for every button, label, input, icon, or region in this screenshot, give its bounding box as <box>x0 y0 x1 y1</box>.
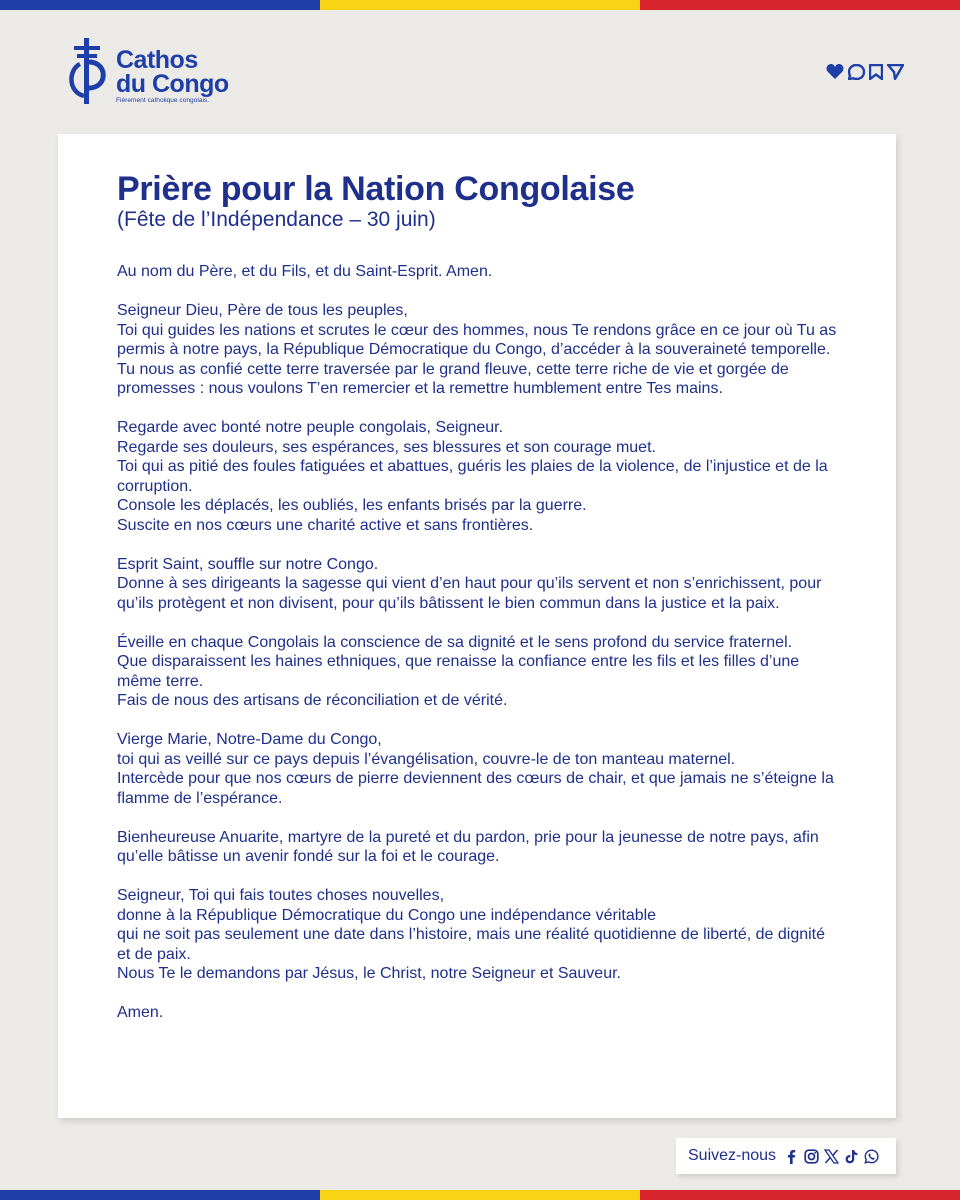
flag-bar-top <box>0 0 960 10</box>
follow-us-box <box>676 1138 896 1174</box>
flag-stripe-yellow <box>320 1190 640 1200</box>
brand-tagline: Fièrement catholique congolais. <box>116 97 210 104</box>
brand-name-line2: du Congo <box>116 70 229 98</box>
brand-logo[interactable] <box>64 38 244 108</box>
tiktok-icon[interactable] <box>844 1149 859 1164</box>
brand-wordmark <box>116 48 229 104</box>
x-icon[interactable] <box>824 1149 839 1164</box>
heart-icon[interactable] <box>826 64 844 80</box>
page-title: Prière pour la Nation Congolaise <box>117 170 635 208</box>
prayer-body <box>117 262 842 1042</box>
prayer-paragraph: Seigneur, Toi qui fais toutes choses nouvelles, donne à la République Démocratique du Congo une indépendance véritable qui ne soit pas seulement une date dans l’histoire, mais une réalité quotidienne de liberté, de dignité et de paix. Nous Te le demandons par Jésus, le Christ, notre Seigneur et Sauveur. <box>117 887 826 982</box>
send-icon[interactable] <box>887 64 904 80</box>
social-links <box>784 1149 879 1164</box>
prayer-paragraph: Seigneur Dieu, Père de tous les peuples, Toi qui guides les nations et scrutes le cœur des hommes, nous Te rendons grâce en ce jour où Tu as permis à notre pays, la République Démocratique du Congo, d’accéder à la souveraineté temporelle. Tu nous as confié cette terre traversée par le grand fleuve, cette terre riche de vie et gorgée de promesses : nous voulons T’en remercier et la remettre humblement entre Tes mains. <box>117 302 837 397</box>
prayer-paragraph: Esprit Saint, souffle sur notre Congo. Donne à ses dirigeants la sagesse qui vient d’en haut pour qu’ils servent et non s’enrichissent, pour qu’ils protègent et non divisent, pour qu’ils bâtissent le bien commun dans la justice et la paix. <box>117 555 822 612</box>
page-subtitle: (Fête de l’Indépendance – 30 juin) <box>117 208 436 231</box>
prayer-card <box>58 134 896 1118</box>
whatsapp-icon[interactable] <box>864 1149 879 1164</box>
prayer-paragraph: Regarde avec bonté notre peuple congolais, Seigneur. Regarde ses douleurs, ses espérances, ses blessures et son courage muet. Toi qui as pitié des foules fatiguées et abattues, guéris les plaies de la violence, de l’injustice et de la corruption. Console les déplacés, les oubliés, les enfants brisés par la guerre. Suscite en nos cœurs une charité active et sans frontières. <box>117 419 828 534</box>
prayer-closing: Amen. <box>117 1004 164 1021</box>
flag-stripe-blue <box>0 1190 320 1200</box>
flag-stripe-red <box>640 0 960 10</box>
follow-us-label: Suivez-nous <box>688 1147 777 1164</box>
engagement-icons <box>826 64 904 80</box>
cross-chi-rho-icon <box>64 38 110 108</box>
flag-bar-bottom <box>0 1190 960 1200</box>
prayer-paragraph: Éveille en chaque Congolais la conscience de sa dignité et le sens profond du service fraternel. Que disparaissent les haines ethniques, que renaisse la confiance entre les fils et les filles d’une même terre. Fais de nous des artisans de réconciliation et de vérité. <box>117 633 800 709</box>
prayer-paragraph: Vierge Marie, Notre-Dame du Congo, toi qui as veillé sur ce pays depuis l’évangélisation, couvre-le de ton manteau maternel. Intercède pour que nos cœurs de pierre deviennent des cœurs de chair, et que jamais ne s’éteigne la flamme de l’espérance. <box>117 731 834 807</box>
flag-stripe-red <box>640 1190 960 1200</box>
prayer-paragraph: Au nom du Père, et du Fils, et du Saint-Esprit. Amen. <box>117 263 493 280</box>
brand-name-line1: Cathos <box>116 46 198 74</box>
comment-icon[interactable] <box>848 64 865 80</box>
prayer-paragraph: Bienheureuse Anuarite, martyre de la pureté et du pardon, prie pour la jeunesse de notre pays, afin qu’elle bâtisse un avenir fondé sur la foi et le courage. <box>117 828 819 865</box>
bookmark-icon[interactable] <box>869 64 883 80</box>
instagram-icon[interactable] <box>804 1149 819 1164</box>
flag-stripe-yellow <box>320 0 640 10</box>
facebook-icon[interactable] <box>784 1149 799 1164</box>
flag-stripe-blue <box>0 0 320 10</box>
